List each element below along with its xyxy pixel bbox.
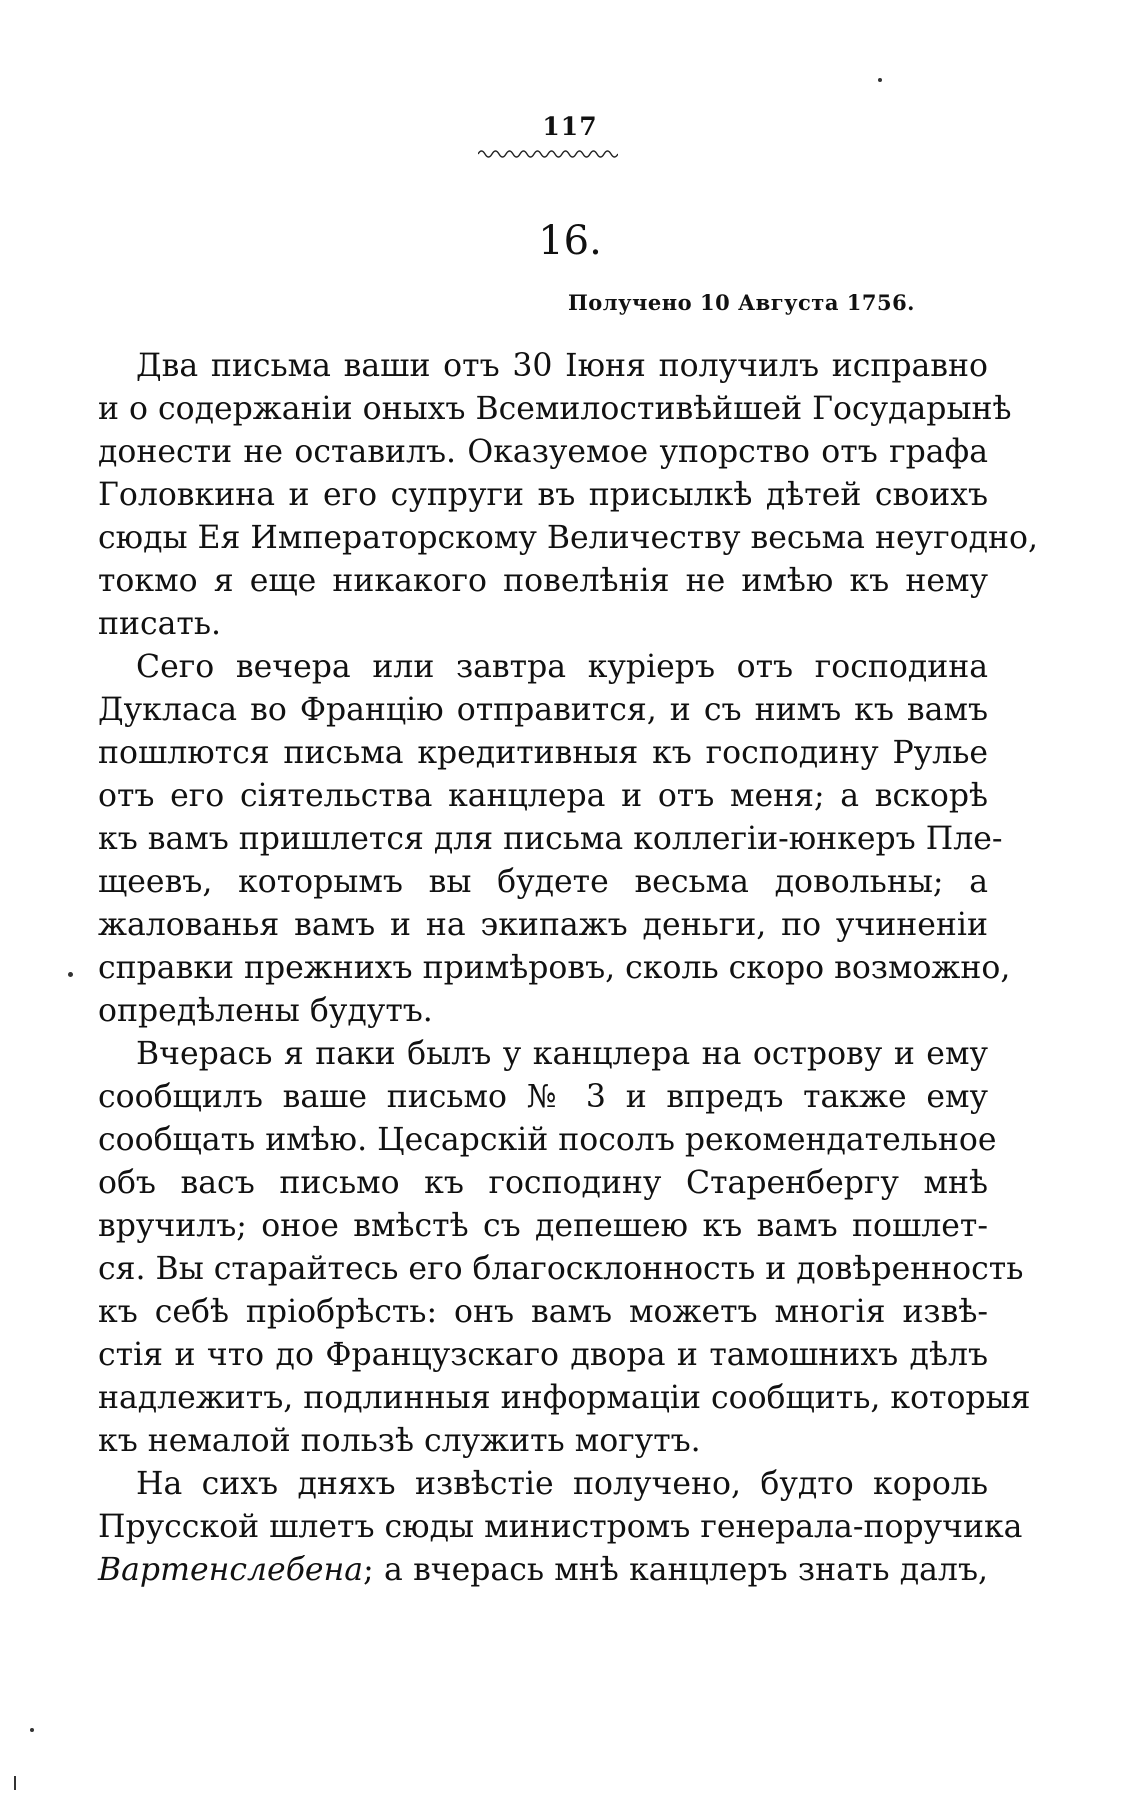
scan-speck	[14, 1776, 16, 1790]
paragraph-4	[98, 1463, 1023, 1592]
text-line: сообщать имѣю. Цесарскій посолъ рекомендательное	[98, 1122, 997, 1158]
text-line: токмо я еще никакого повелѣнія не имѣю къ нему	[98, 563, 988, 599]
text-line: отъ его сіятельства канцлера и отъ меня; а вскорѣ	[98, 778, 988, 814]
text-line: пошлются письма кредитивныя къ господину Рульe	[98, 735, 988, 771]
text-line: донести не оставилъ. Оказуемое упорство отъ графа	[98, 434, 988, 470]
text-line: къ вамъ пришлется для письма коллегіи-юнкеръ Пле-	[98, 821, 1003, 857]
text-line: къ себѣ пріобрѣсть: онъ вамъ можетъ многія извѣ-	[98, 1294, 988, 1330]
scan-speck	[878, 78, 882, 82]
text-line: надлежитъ, подлинныя информаціи сообщить, которыя	[98, 1380, 1031, 1416]
text-line: къ немалой пользѣ служить могутъ.	[98, 1423, 701, 1459]
text-line: объ васъ письмо къ господину Старенбергу мнѣ	[98, 1165, 988, 1201]
text-line: Сего вечера или завтра куріеръ отъ господина	[136, 649, 988, 685]
text-line-rest: ; а вчерась мнѣ канцлеръ знать далъ,	[363, 1552, 988, 1588]
scan-speck	[68, 972, 73, 977]
text-line: опредѣлены будутъ.	[98, 993, 433, 1029]
wavy-rule-ornament	[478, 148, 618, 160]
text-line: сообщилъ ваше письмо № 3 и впредъ также ему	[98, 1079, 988, 1115]
text-line: сюды Ея Императорскому Величеству весьма неугодно,	[98, 520, 1038, 556]
italic-surname: Вартенслебена	[98, 1552, 364, 1588]
paragraph-3	[98, 1033, 1031, 1463]
text-line: и о содержаніи оныхъ Всемилостивѣйшей Государынѣ	[98, 391, 1012, 427]
text-line: ся. Вы старайтесь его благосклонность и довѣренность	[98, 1251, 1024, 1287]
text-line: Дукласа во Францію отправится, и съ нимъ къ вамъ	[98, 692, 988, 728]
document-number: 16.	[538, 218, 602, 264]
text-line: справки прежнихъ примѣровъ, сколь скоро возможно,	[98, 950, 1011, 986]
page-number: 117	[542, 112, 598, 141]
text-line: Два письма ваши отъ 30 Іюня получилъ исправно	[136, 348, 988, 384]
text-line: Вчерась я паки былъ у канцлера на острову и ему	[136, 1036, 988, 1072]
text-line: Головкина и его супруги въ присылкѣ дѣтей своихъ	[98, 477, 988, 513]
text-line: вручилъ; оное вмѣстѣ съ депешею къ вамъ пошлет-	[98, 1208, 988, 1244]
text-line: Прусской шлетъ сюды министромъ генерала-поручика	[98, 1509, 1023, 1545]
paragraph-1	[98, 345, 1038, 646]
text-line: жалованья вамъ и на экипажъ деньги, по учиненіи	[98, 907, 988, 943]
text-line: писать.	[98, 606, 222, 642]
paragraph-2	[98, 646, 1011, 1033]
text-line: На сихъ дняхъ извѣстіе получено, будто король	[136, 1466, 988, 1502]
text-line: щеевъ, которымъ вы будете весьма довольны; а	[98, 864, 988, 900]
scan-speck	[30, 1728, 34, 1732]
text-line: стія и что до Французскаго двора и тамошнихъ дѣлъ	[98, 1337, 988, 1373]
text-line	[98, 1549, 988, 1592]
received-date-note: Получено 10 Августа 1756.	[567, 290, 915, 315]
letter-body	[98, 345, 1038, 1592]
